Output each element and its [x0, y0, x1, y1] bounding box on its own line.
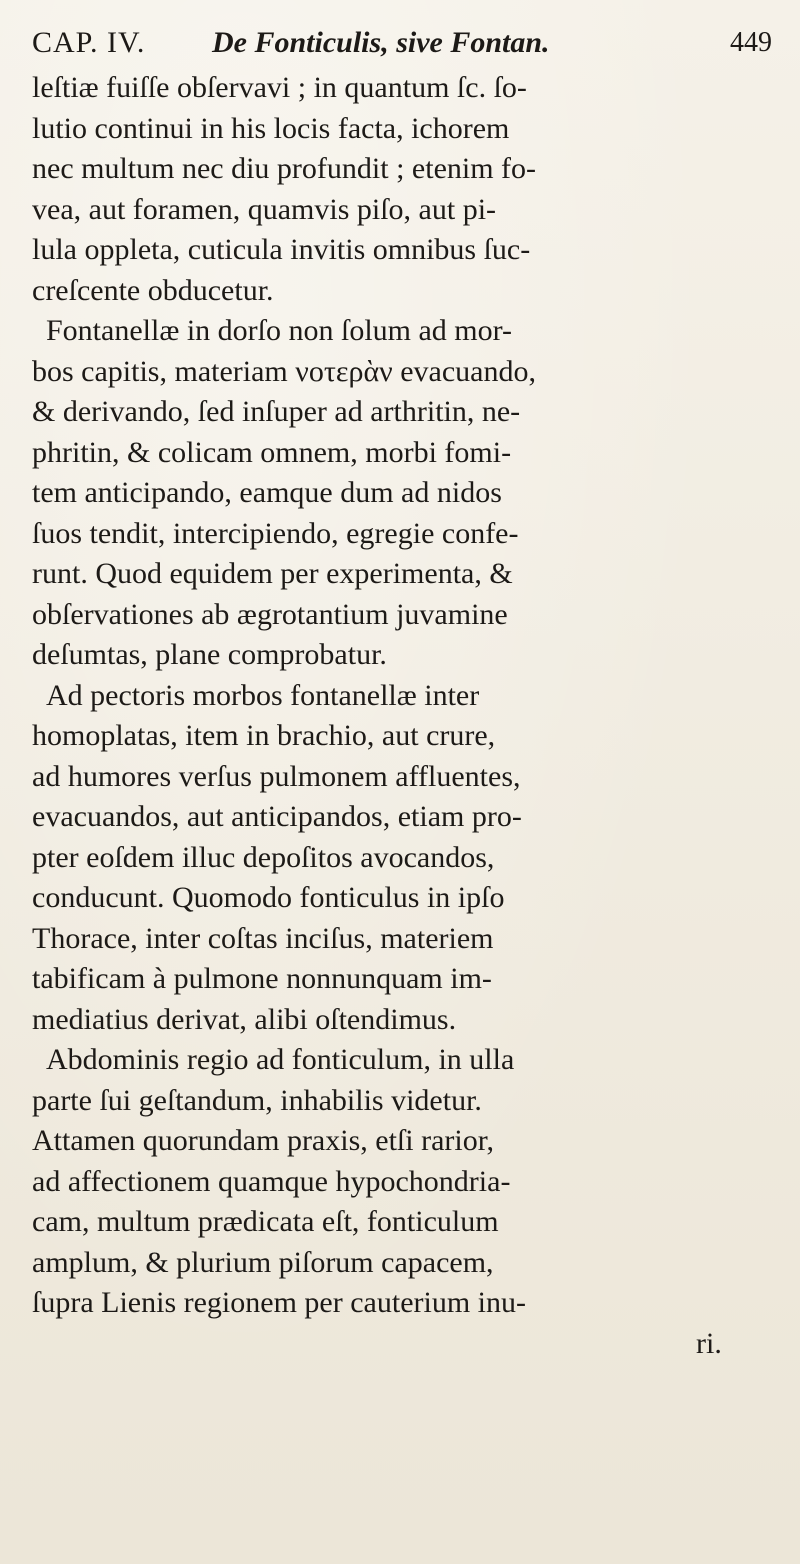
text-line: leſtiæ fuiſſe obſervavi ; in quantum ſc. ſo- — [32, 71, 527, 104]
text-line: conducunt. Quomodo fonticulus in ipſo — [32, 881, 505, 914]
text-line: Attamen quorundam praxis, etſi rarior, — [32, 1124, 494, 1157]
text-line: runt. Quod equidem per experimenta, & — [32, 557, 513, 590]
text-line: ſupra Lienis regionem per cauterium inu- — [32, 1286, 526, 1319]
text-line: amplum, & plurium piſorum capacem, — [32, 1245, 494, 1279]
text-line: ad humores verſus pulmonem affluentes, — [32, 759, 521, 793]
text-line: nec multum nec diu profundit ; etenim fo- — [32, 152, 537, 185]
text-line: & derivando, ſed inſuper ad arthritin, ne- — [32, 395, 521, 428]
text-line: vea, aut foramen, quamvis piſo, aut pi- — [32, 192, 497, 226]
text-line: cam, multum prædicata eſt, fonticulum — [32, 1205, 499, 1238]
text-line: lutio continui in his locis facta, ichorem — [32, 111, 510, 145]
chapter-heading: CAP. IV. — [32, 26, 146, 59]
body-text — [32, 68, 772, 1364]
text-line: ſuos tendit, intercipiendo, egregie confe- — [32, 516, 519, 550]
page-header — [32, 18, 772, 68]
text-line: deſumtas, plane comprobatur. — [32, 638, 387, 671]
paragraph-start-line: Fontanellæ in dorſo non ſolum ad mor- — [46, 314, 513, 347]
text-line: Thorace, inter coſtas inciſus, materiem — [32, 921, 494, 955]
page-number: 449 — [730, 27, 772, 58]
text-line: obſervationes ab ægrotantium juvamine — [32, 597, 508, 631]
text-line: ri. — [696, 1326, 722, 1360]
running-title: De Fonticulis, sive Fontan. — [212, 26, 550, 59]
text-line: evacuandos, aut anticipandos, etiam pro- — [32, 800, 522, 833]
paragraph-start-line: Ad pectoris morbos fontanellæ inter — [46, 678, 480, 712]
text-line: tabificam à pulmone nonnunquam im- — [32, 962, 492, 995]
text-line: lula oppleta, cuticula invitis omnibus ſuc- — [32, 233, 531, 266]
text-line: bos capitis, materiam νοτερὰν evacuando, — [32, 354, 536, 388]
text-line: homoplatas, item in brachio, aut crure, — [32, 719, 496, 752]
paragraph-start-line: Abdominis regio ad fonticulum, in ulla — [46, 1043, 515, 1076]
text-line: pter eoſdem illuc depoſitos avocandos, — [32, 840, 495, 874]
text-line: phritin, & colicam omnem, morbi fomi- — [32, 435, 512, 469]
text-line: ad affectionem quamque hypochondria- — [32, 1164, 511, 1198]
text-line: tem anticipando, eamque dum ad nidos — [32, 476, 502, 509]
text-line: parte ſui geſtandum, inhabilis videtur. — [32, 1083, 482, 1117]
text-line: mediatius derivat, alibi oſtendimus. — [32, 1002, 457, 1036]
text-line: creſcente obducetur. — [32, 273, 274, 307]
